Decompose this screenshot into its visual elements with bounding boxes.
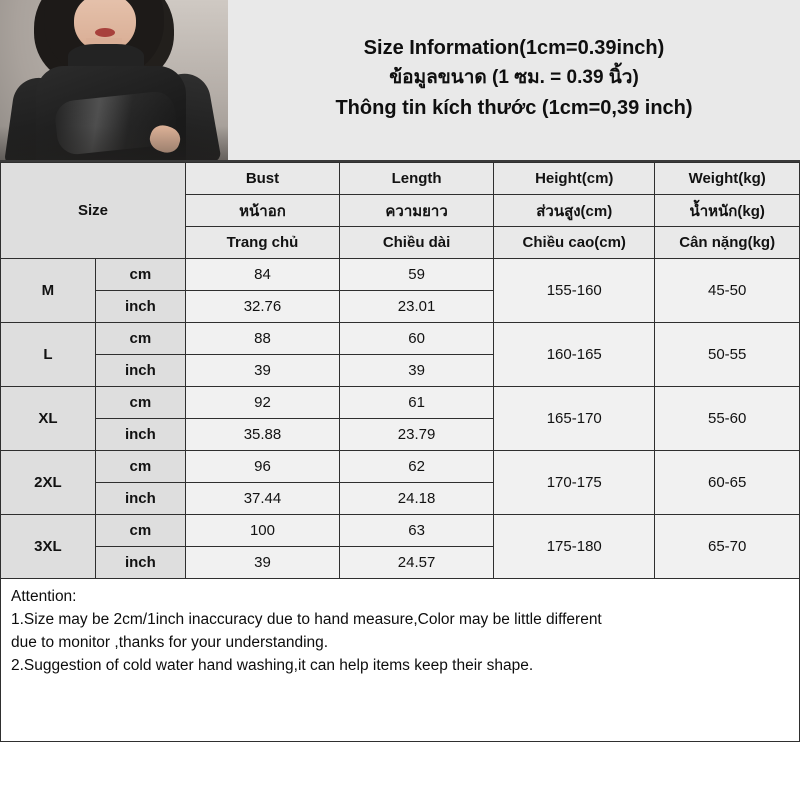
- 2xl-height: 170-175: [494, 451, 655, 515]
- 3xl-length-inch: 24.57: [340, 547, 494, 579]
- 3xl-length-cm: 63: [340, 515, 494, 547]
- l-weight: 50-55: [655, 323, 800, 387]
- 2xl-length-cm: 62: [340, 451, 494, 483]
- unit-cm: cm: [95, 515, 185, 547]
- row-size-2xl: 2XL: [1, 451, 96, 515]
- unit-inch: inch: [95, 419, 185, 451]
- header-weight-vi: Cân nặng(kg): [655, 227, 800, 259]
- 3xl-bust-inch: 39: [185, 547, 339, 579]
- m-length-cm: 59: [340, 259, 494, 291]
- xl-height: 165-170: [494, 387, 655, 451]
- table-row: [1, 515, 800, 547]
- unit-cm: cm: [95, 323, 185, 355]
- attention-heading: Attention:: [11, 588, 77, 605]
- attention-line-2: due to monitor ,thanks for your understanding.: [11, 634, 329, 651]
- product-photo: [0, 0, 228, 160]
- 2xl-length-inch: 24.18: [340, 483, 494, 515]
- l-bust-inch: 39: [185, 355, 339, 387]
- header-bust-vi: Trang chủ: [185, 227, 339, 259]
- table-row: [1, 451, 800, 483]
- xl-length-cm: 61: [340, 387, 494, 419]
- model-lips: [95, 28, 115, 37]
- m-bust-cm: 84: [185, 259, 339, 291]
- attention-line-1: 1.Size may be 2cm/1inch inaccuracy due to hand measure,Color may be little different: [11, 611, 602, 628]
- unit-cm: cm: [95, 387, 185, 419]
- m-height: 155-160: [494, 259, 655, 323]
- header-length-vi: Chiều dài: [340, 227, 494, 259]
- unit-inch: inch: [95, 355, 185, 387]
- row-size-xl: XL: [1, 387, 96, 451]
- header-weight-en: Weight(kg): [655, 163, 800, 195]
- l-length-inch: 39: [340, 355, 494, 387]
- header-size-label: Size: [1, 163, 186, 259]
- m-weight: 45-50: [655, 259, 800, 323]
- xl-bust-cm: 92: [185, 387, 339, 419]
- unit-inch: inch: [95, 547, 185, 579]
- header-bust-en: Bust: [185, 163, 339, 195]
- size-table: [0, 162, 800, 579]
- 2xl-bust-cm: 96: [185, 451, 339, 483]
- l-height: 160-165: [494, 323, 655, 387]
- title-line-en: Size Information(1cm=0.39inch): [363, 37, 665, 59]
- xl-length-inch: 23.79: [340, 419, 494, 451]
- 3xl-weight: 65-70: [655, 515, 800, 579]
- l-bust-cm: 88: [185, 323, 339, 355]
- title-line-th: ข้อมูลขนาด (1 ซม. = 0.39 นิ้ว): [389, 67, 639, 88]
- 2xl-weight: 60-65: [655, 451, 800, 515]
- unit-inch: inch: [95, 291, 185, 323]
- photo-shadow: [0, 126, 228, 160]
- table-header-row-en: [1, 163, 800, 195]
- unit-cm: cm: [95, 451, 185, 483]
- header-length-en: Length: [340, 163, 494, 195]
- 3xl-height: 175-180: [494, 515, 655, 579]
- title-line-vi: Thông tin kích thước (1cm=0,39 inch): [335, 97, 693, 119]
- m-length-inch: 23.01: [340, 291, 494, 323]
- xl-weight: 55-60: [655, 387, 800, 451]
- unit-cm: cm: [95, 259, 185, 291]
- header-weight-th: น้ำหนัก(kg): [655, 195, 800, 227]
- table-row: [1, 323, 800, 355]
- row-size-l: L: [1, 323, 96, 387]
- row-size-m: M: [1, 259, 96, 323]
- 3xl-bust-cm: 100: [185, 515, 339, 547]
- l-length-cm: 60: [340, 323, 494, 355]
- header-height-vi: Chiều cao(cm): [494, 227, 655, 259]
- 2xl-bust-inch: 37.44: [185, 483, 339, 515]
- title-block: [228, 0, 800, 160]
- m-bust-inch: 32.76: [185, 291, 339, 323]
- attention-line-3: 2.Suggestion of cold water hand washing,it can help items keep their shape.: [11, 657, 534, 674]
- header-height-th: ส่วนสูง(cm): [494, 195, 655, 227]
- header-length-th: ความยาว: [340, 195, 494, 227]
- attention-block: [0, 579, 800, 742]
- header-height-en: Height(cm): [494, 163, 655, 195]
- row-size-3xl: 3XL: [1, 515, 96, 579]
- header: [0, 0, 800, 162]
- header-bust-th: หน้าอก: [185, 195, 339, 227]
- table-row: [1, 259, 800, 291]
- unit-inch: inch: [95, 483, 185, 515]
- xl-bust-inch: 35.88: [185, 419, 339, 451]
- table-row: [1, 387, 800, 419]
